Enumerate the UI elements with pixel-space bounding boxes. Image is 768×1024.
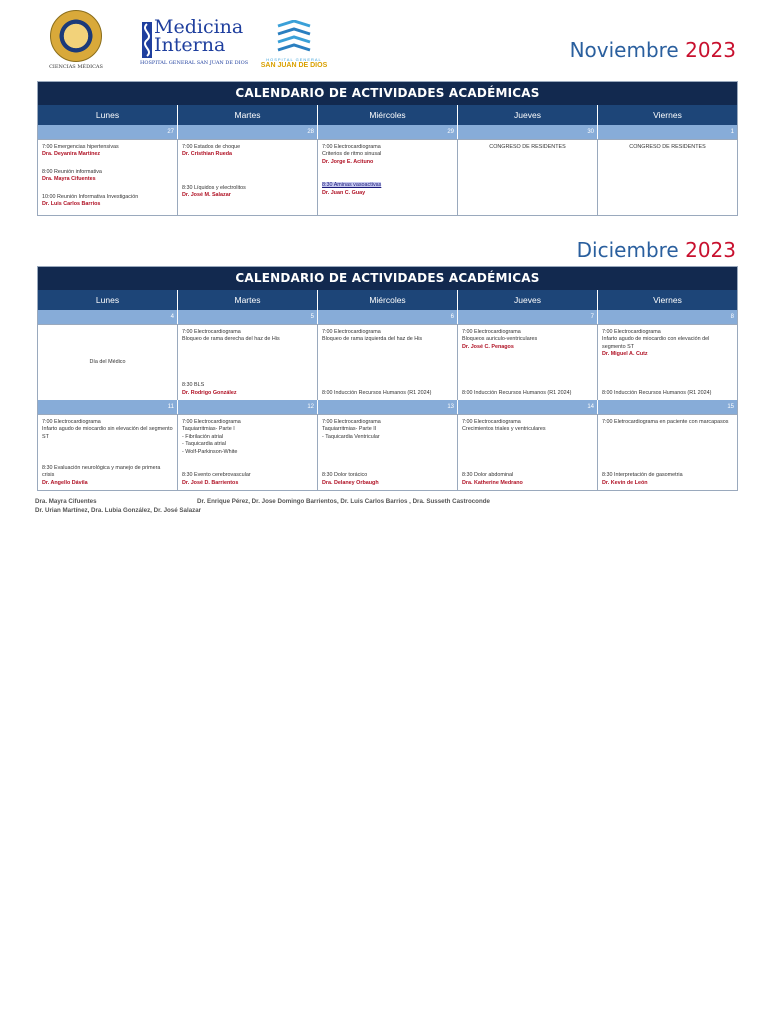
weekday-label: Jueves [458, 290, 598, 310]
weekday-label: Martes [178, 290, 318, 310]
activity-text: CONGRESO DE RESIDENTES [489, 144, 566, 150]
day-cell [318, 139, 458, 215]
speaker-name: Dr. Jorge E. Acituno [322, 158, 374, 165]
date-number: 8 [598, 310, 737, 324]
activity-text: 8:00 Reunión informativa [42, 168, 102, 175]
weekday-label: Lunes [38, 105, 178, 125]
header-logos [48, 10, 368, 80]
weekday-label: Miércoles [318, 290, 458, 310]
day-cell [598, 324, 737, 400]
activity-text: 8:30 Líquidos y electrolitos [182, 184, 246, 191]
weekday-header [38, 290, 737, 310]
activity-text: 8:00 Inducción Recursos Humanos (R1 2024) [602, 389, 712, 396]
date-number: 7 [458, 310, 598, 324]
date-number-row [38, 310, 737, 324]
date-number: 28 [178, 125, 318, 139]
activity-text: 7:00 Electrocardiograma [322, 419, 381, 425]
speaker-name: Dra. Deyanira Martínez [42, 151, 101, 158]
weekday-label: Martes [178, 105, 318, 125]
cell-bottom-block [602, 472, 733, 487]
activity-text: 7:00 Electrocardiograma [182, 419, 241, 425]
seal-icon [50, 10, 102, 62]
activity-text: Bloqueo de rama derecha del haz de His [182, 336, 280, 343]
activity-text: 7:00 Estados de choque [182, 144, 241, 150]
footer-credit-b: Dr. Enrique Pérez, Dr. Jose Domingo Barrientos, Dr. Luis Carlos Barrios , Dra. Susseth Castroconde [197, 498, 490, 505]
activity-text: - Fibrilación atrial [182, 433, 224, 440]
activity-text: 7:00 Electrocardiograma [602, 329, 661, 335]
logo-sjd-small: HOSPITAL GENERAL [266, 57, 322, 62]
month-year: 2023 [685, 238, 736, 262]
activity-text: 8:30 BLS [182, 382, 205, 389]
speaker-name: Dra. Mayra Cifuentes [42, 176, 96, 183]
date-number: 14 [458, 400, 598, 414]
activity-text: 7:00 Emergencias hipertensivas [42, 144, 119, 150]
logo-sjd-name: SAN JUAN DE DIOS [260, 62, 328, 69]
day-cell [178, 324, 318, 400]
activity-text: 7:00 Electrocardiograma [182, 329, 241, 335]
activity-text: 7:00 Eletrocardiograma en paciente con marcapasos [602, 419, 729, 425]
activity-text: Bloqueo de rama izquierda del haz de His [322, 336, 423, 343]
speaker-name: Dr. Angello Dávila [42, 479, 88, 486]
date-number-row [38, 125, 737, 139]
activity-text: 8:30 Interpretación de gasometria [602, 472, 683, 479]
day-cell [458, 324, 598, 400]
weekday-header [38, 105, 737, 125]
day-cell [318, 324, 458, 400]
week-row [38, 414, 737, 490]
holiday-text: Día del Médico [89, 358, 126, 365]
weekday-label: Miércoles [318, 105, 458, 125]
cell-bottom-block [602, 390, 733, 397]
speaker-name: Dr. Luis Carlos Barrios [42, 201, 101, 208]
waves-icon [274, 20, 314, 56]
speaker-name: Dr. Rodrigo González [182, 389, 237, 396]
weekday-label: Viernes [598, 290, 737, 310]
activity-text: - Wolf-Parkinson-White [182, 448, 238, 455]
activity-text: CONGRESO DE RESIDENTES [629, 144, 706, 150]
activity-text: 8:30 Dolor abdominal [462, 472, 514, 479]
activity-text: Infarto agudo de miocardio con elevación del segmento ST [602, 336, 710, 350]
day-cell [178, 414, 318, 490]
date-number: 29 [318, 125, 458, 139]
date-number: 15 [598, 400, 737, 414]
cell-bottom-block [462, 472, 593, 487]
calendar-title: CALENDARIO DE ACTIVIDADES ACADÉMICAS [38, 82, 737, 105]
activity-text: 8:30 Aminas vasoactivas [322, 182, 382, 189]
logo-mi-subtitle: HOSPITAL GENERAL SAN JUAN DE DIOS [140, 60, 249, 66]
date-number-row [38, 400, 737, 414]
day-cell [178, 139, 318, 215]
calendar-december [37, 266, 738, 491]
activity-text: 10:00 Reunión Informativa Investigación [42, 193, 139, 200]
faculty-seal-logo [48, 10, 104, 76]
day-cell [38, 414, 178, 490]
calendar-november [37, 81, 738, 216]
cell-bottom-block [182, 472, 313, 487]
month-year: 2023 [685, 38, 736, 62]
faculty-caption: CIENCIAS MÉDICAS [49, 64, 103, 70]
speaker-name: Dr. Cristhian Rueda [182, 151, 233, 158]
date-number: 11 [38, 400, 178, 414]
logo-medicina: Medicina [154, 16, 244, 38]
month-title-november [570, 38, 736, 62]
speaker-name: Dr. Miguel A. Cutz [602, 351, 648, 358]
san-juan-de-dios-logo [254, 20, 334, 76]
speaker-name: Dr. Juan C. Guay [322, 189, 366, 196]
activity-text: Crecimientos triales y ventriculares [462, 426, 546, 433]
activity-text: 7:00 Electrocardiograma [462, 419, 521, 425]
cell-bottom-block [182, 382, 313, 397]
day-cell [38, 324, 178, 400]
activity-text: 8:00 Inducción Recursos Humanos (R1 2024) [322, 389, 432, 396]
footer-credits [35, 497, 490, 515]
cell-bottom-block [462, 390, 593, 397]
activity-text: 8:30 Dolor torácico [322, 472, 368, 479]
activity-text: 7:00 Electrocardiograma [322, 144, 381, 150]
activity-text: Criterios de ritmo sinusal [322, 151, 382, 158]
activity-text: Bloqueos auriculo-ventriculares [462, 336, 538, 343]
footer-credit-a: Dra. Mayra Cifuentes [35, 498, 97, 505]
logo-interna: Interna [154, 34, 226, 56]
activity-text: 8:00 Inducción Recursos Humanos (R1 2024) [462, 389, 572, 396]
speaker-name: Dr. José C. Penagos [462, 343, 514, 350]
week-row [38, 139, 737, 215]
month-title-december [577, 238, 736, 262]
date-number: 27 [38, 125, 178, 139]
cell-bottom-block [322, 390, 453, 397]
month-name: Diciembre [576, 238, 679, 262]
speaker-name: Dra. Katherine Medrano [462, 479, 523, 486]
day-cell [38, 139, 178, 215]
date-number: 13 [318, 400, 458, 414]
speaker-name: Dr. José D. Barrientos [182, 479, 239, 486]
activity-text: 8:30 Evaluación neurológica y manejo de primera crisis [42, 464, 161, 479]
date-number: 30 [458, 125, 598, 139]
activity-text: 7:00 Electrocardiograma [462, 329, 521, 335]
date-number: 6 [318, 310, 458, 324]
day-cell [318, 414, 458, 490]
date-number: 5 [178, 310, 318, 324]
month-name: Noviembre [569, 38, 679, 62]
date-number: 4 [38, 310, 178, 324]
weekday-label: Lunes [38, 290, 178, 310]
day-cell [598, 414, 737, 490]
speaker-name: Dra. Delaney Orbaugh [322, 479, 379, 486]
week-row [38, 324, 737, 400]
date-number: 1 [598, 125, 737, 139]
date-number: 12 [178, 400, 318, 414]
activity-text: 8:30 Evento cerebrovascular [182, 472, 251, 479]
speaker-name: Dr. José M. Salazar [182, 192, 231, 199]
activity-text: 7:00 Electrocardiograma [322, 329, 381, 335]
day-cell [458, 414, 598, 490]
weekday-label: Viernes [598, 105, 737, 125]
day-cell [458, 139, 598, 215]
cell-bottom-block [322, 472, 453, 487]
activity-text: 7:00 Electrocardiograma [42, 419, 101, 425]
speaker-name: Dr. Kevin de León [602, 479, 648, 486]
medicina-interna-logo [138, 18, 258, 68]
day-cell [598, 139, 737, 215]
activity-text: - Taquicardia Ventricular [322, 433, 380, 440]
footer-credit-line2: Dr. Urian Martínez, Dra. Lubia González, Dr. José Salazar [35, 507, 202, 514]
activity-text: Taquiarritmias- Parte II [322, 426, 377, 433]
activity-text: - Taquicardia atrial [182, 441, 226, 448]
cell-bottom-block [42, 465, 173, 487]
activity-text: Infarto agudo de miocardio sin elevación del segmento ST [42, 426, 173, 440]
calendar-title: CALENDARIO DE ACTIVIDADES ACADÉMICAS [38, 267, 737, 290]
activity-text: Taquiarritmias- Parte I [182, 426, 235, 433]
weekday-label: Jueves [458, 105, 598, 125]
